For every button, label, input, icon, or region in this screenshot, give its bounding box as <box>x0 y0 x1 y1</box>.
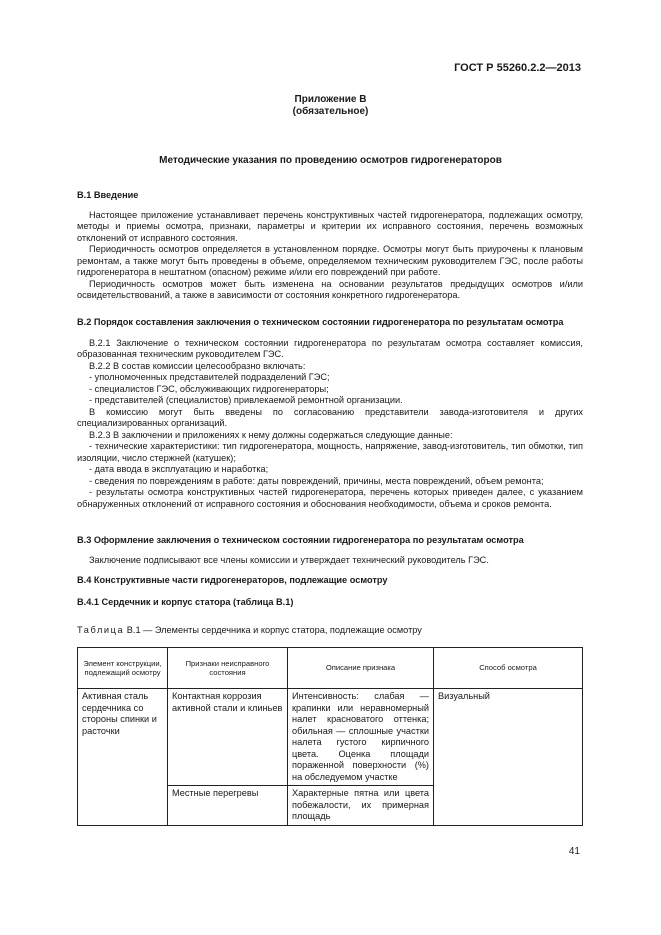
section-introduction <box>77 190 583 302</box>
inspection-table <box>77 647 583 826</box>
table-cell-element: Активная сталь сердечника со стороны спинки и расточки <box>78 689 168 826</box>
column-header: Способ осмотра <box>434 648 583 689</box>
table-row <box>78 689 583 786</box>
paragraph: Заключение подписывают все члены комиссии и утверждает технический руководитель ГЭС. <box>89 554 489 565</box>
table-caption <box>77 625 422 635</box>
section-heading: В.4.1 Сердечник и корпус статора (таблица В.1) <box>77 597 294 607</box>
column-header: Описание признака <box>288 648 434 689</box>
appendix-status: (обязательное) <box>292 106 369 117</box>
list-item: - специалистов ГЭС, обслуживающих гидрогенераторы; <box>89 383 329 394</box>
list-item: - дата ввода в эксплуатацию и наработка; <box>89 464 269 474</box>
section-structural-parts <box>77 575 583 587</box>
list-item: - представителей (специалистов) привлекаемой ремонтной организации. <box>89 395 403 405</box>
appendix-title <box>0 94 661 118</box>
section-heading: В.1 Введение <box>77 190 139 200</box>
document-code: ГОСТ Р 55260.2.2—2013 <box>454 62 581 74</box>
table-header-row <box>78 648 583 689</box>
page-number: 41 <box>568 846 580 857</box>
section-heading: В.2 Порядок составления заключения о техническом состоянии гидрогенератора по результатам осмотра <box>77 317 564 327</box>
list-item: - сведения по повреждениям в работе: даты повреждений, причины, места повреждений, объем ремонта; <box>89 475 544 486</box>
column-header: Признаки неисправного состояния <box>168 648 288 689</box>
table-cell-sign: Местные перегревы <box>168 786 288 826</box>
section-conclusion-procedure <box>77 317 583 510</box>
paragraph: Настоящее приложение устанавливает перечень конструктивных частей гидрогенератора, подлежащих осмотру, методы и приемы осмотра, признаки, параметры и критерии их исправного состояния, перечень возможных отклонений от исправного состояния. <box>77 209 583 243</box>
paragraph: Периодичность осмотров может быть изменена на основании результатов предыдущих осмотров и/или освидетельствований, а также в зависимости от состояния конкретного гидрогенератора. <box>77 278 583 300</box>
section-conclusion-format <box>77 535 583 566</box>
table-caption-text: В.1 — Элементы сердечника и корпус статора, подлежащие осмотру <box>124 625 422 635</box>
list-item: - результаты осмотра конструктивных частей гидрогенератора, перечень которых приведен далее, с указанием обнаруженных отклонений от исправного состояния и обоснования необходимости, объема и сроков ремонта. <box>77 487 583 509</box>
section-heading: В.3 Оформление заключения о техническом состоянии гидрогенератора по результатам осмотра <box>77 535 524 545</box>
column-header: Элемент конструкции, подлежащий осмотру <box>78 648 168 689</box>
paragraph: В.2.1 Заключение о техническом состоянии гидрогенератора по результатам осмотра составляет комиссия, образованная техническим руководителем ГЭС. <box>77 337 583 359</box>
list-item: - уполномоченных представителей подразделений ГЭС; <box>89 372 330 382</box>
paragraph: В.2.3 В заключении и приложениях к нему должны содержаться следующие данные: <box>89 429 453 440</box>
section-heading: В.4 Конструктивные части гидрогенераторов, подлежащие осмотру <box>77 575 388 585</box>
table-cell-sign: Контактная коррозия активной стали и клиньев <box>168 689 288 786</box>
paragraph: В комиссию могут быть введены по согласованию представители завода-изготовителя и других специализированных организаций. <box>77 406 583 428</box>
appendix-label: Приложение В <box>294 94 367 105</box>
list-item: - технические характеристики: тип гидрогенератора, мощность, напряжение, завод-изготовитель, тип обмотки, тип изоляции, число стержней (катушек); <box>77 441 583 463</box>
paragraph: В.2.2 В состав комиссии целесообразно включать: <box>89 360 306 371</box>
table-caption-label: Таблица <box>77 625 125 635</box>
table-cell-method: Визуальный <box>434 689 583 826</box>
paragraph: Периодичность осмотров определяется в установленном порядке. Осмотры могут быть приурочены к плановым ремонтам, а также могут быть проведены в объеме, определяемом техническим руководителем ГЭС, после работы гидрогенератора в нештатном (опасном) режиме и/или его повреждений при работе. <box>77 244 583 277</box>
section-stator-core <box>77 597 583 609</box>
main-heading: Методические указания по проведению осмотров гидрогенераторов <box>159 155 502 166</box>
table-cell-description: Интенсивность: слабая — крапинки или неравномерный налет красноватого оттенка; обильная — сплошные участки налета густого кирпичного цвета. Оценка площади пораженной поверхности (%) на обследуемом участке <box>288 689 434 786</box>
table-cell-description: Характерные пятна или цвета побежалости, их примерная площадь <box>288 786 434 826</box>
